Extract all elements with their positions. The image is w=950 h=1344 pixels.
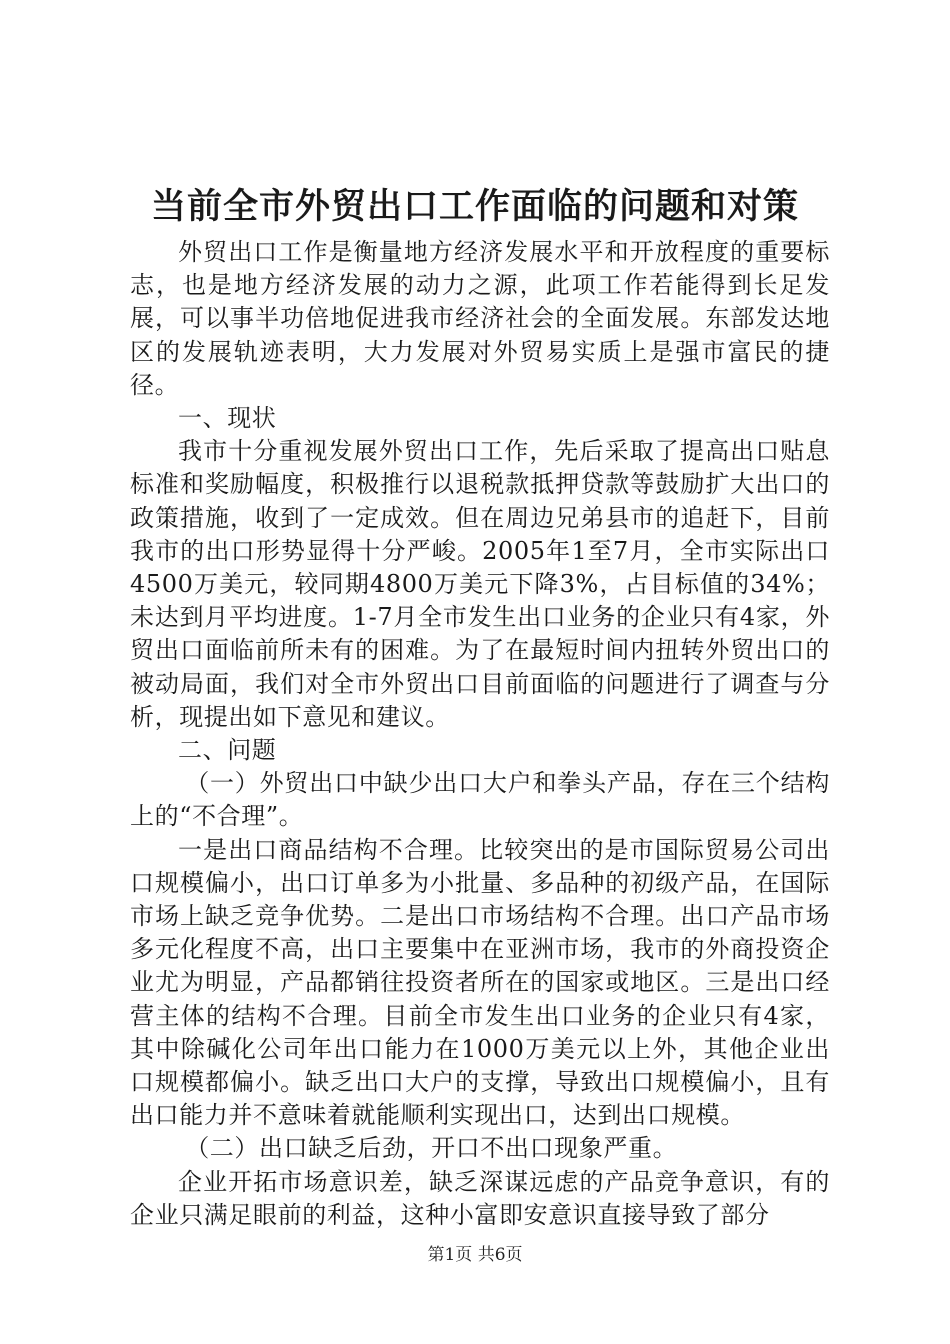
page-footer: 第1页 共6页 xyxy=(427,1245,523,1265)
subheading-problem-1: （一）外贸出口中缺少出口大户和拳头产品，存在三个结构上的“不合理”。 xyxy=(130,769,830,831)
document-title: 当前全市外贸出口工作面临的问题和对策 xyxy=(150,186,799,227)
heading-status: 一、现状 xyxy=(178,404,277,433)
subheading-problem-2: （二）出口缺乏后劲，开口不出口现象严重。 xyxy=(185,1134,678,1163)
paragraph-intro: 外贸出口工作是衡量地方经济发展水平和开放程度的重要标志，也是地方经济发展的动力之源，此项工作若能得到长足发展，可以事半功倍地促进我市经济社会的全面发展。东部发达地区的发展轨迹表明，大力发展对外贸易实质上是强市富民的捷径。 xyxy=(130,238,830,399)
paragraph-status: 我市十分重视发展外贸出口工作，先后采取了提高出口贴息标准和奖励幅度，积极推行以退税款抵押贷款等鼓励扩大出口的政策措施，收到了一定成效。但在周边兄弟县市的追赶下，目前我市的出口形势显得十分严峻。2005年1至7月，全市实际出口4500万美元，较同期4800万美元下降3%，占目标值的34%；未达到月平均进度。1-7月全市发生出口业务的企业只有4家，外贸出口面临前所未有的困难。为了在最短时间内扭转外贸出口的被动局面，我们对全市外贸出口目前面临的问题进行了调查与分析，现提出如下意见和建议。 xyxy=(130,437,830,731)
heading-problems: 二、问题 xyxy=(178,736,277,765)
paragraph-problem-1: 一是出口商品结构不合理。比较突出的是市国际贸易公司出口规模偏小，出口订单多为小批量、多品种的初级产品，在国际市场上缺乏竞争优势。二是出口市场结构不合理。出口产品市场多元化程度不高，出口主要集中在亚洲市场，我市的外商投资企业尤为明显，产品都销往投资者所在的国家或地区。三是出口经营主体的结构不合理。目前全市发生出口业务的企业只有4家，其中除碱化公司年出口能力在1000万美元以上外，其他企业出口规模都偏小。缺乏出口大户的支撑，导致出口规模偏小，且有出口能力并不意味着就能顺利实现出口，达到出口规模。 xyxy=(130,835,830,1130)
document-body xyxy=(130,236,830,1232)
paragraph-problem-2: 企业开拓市场意识差，缺乏深谋远虑的产品竞争意识，有的企业只满足眼前的利益，这种小富即安意识直接导致了部分 xyxy=(130,1167,830,1229)
